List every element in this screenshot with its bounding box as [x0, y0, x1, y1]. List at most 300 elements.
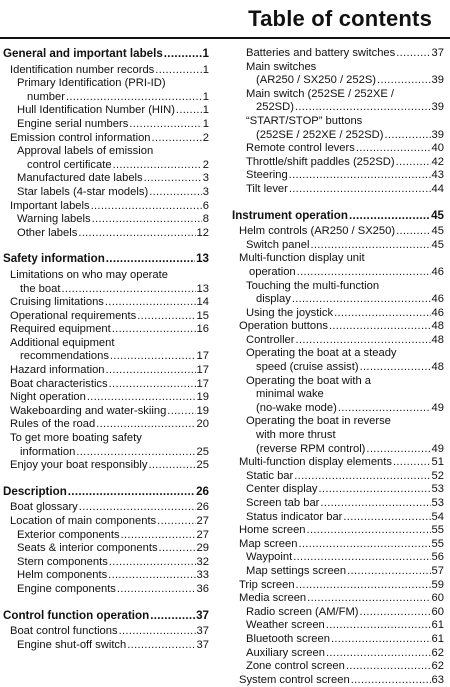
dot-leader [297, 266, 431, 280]
toc-page-number: 61 [431, 632, 444, 645]
toc-entry[interactable] [232, 169, 444, 183]
dot-leader [78, 227, 195, 241]
dot-leader [108, 569, 195, 583]
toc-entry-text: Batteries and battery switches [246, 47, 396, 59]
toc-entry-text: Hazard information [10, 364, 105, 377]
toc-entry[interactable] [3, 296, 209, 310]
toc-entry-text: Main switches [246, 60, 317, 73]
section-gap [3, 473, 209, 485]
toc-page-number: 46 [431, 265, 444, 278]
dot-leader [295, 101, 431, 115]
toc-entry-text: (no-wake mode) [256, 401, 337, 414]
toc-page-number: 33 [196, 569, 209, 582]
toc-entry-text: Seats & interior components [17, 542, 158, 555]
dot-leader [176, 104, 202, 118]
dot-leader [105, 296, 196, 310]
dot-leader [167, 405, 195, 419]
toc-entry[interactable] [232, 347, 444, 374]
toc-entry-text: minimal wake [256, 388, 324, 401]
dot-leader [349, 209, 430, 223]
toc-page-number: 19 [196, 404, 209, 417]
toc-page-number: 39 [431, 74, 444, 87]
toc-entry[interactable] [232, 674, 444, 687]
toc-entry-text: Cruising limitations [10, 296, 104, 309]
dot-leader [385, 129, 431, 143]
toc-entry[interactable] [3, 227, 209, 241]
dot-leader [66, 91, 202, 105]
toc-page-number: 26 [196, 501, 209, 514]
toc-page-number: 3 [202, 172, 209, 185]
toc-page-number: 20 [196, 418, 209, 431]
toc-page-number: 13 [196, 252, 209, 266]
dot-leader [159, 542, 196, 556]
toc-page-number: 2 [202, 131, 209, 144]
dot-leader [298, 538, 430, 552]
toc-page-number: 63 [431, 673, 444, 686]
dot-leader [294, 470, 430, 484]
toc-entry-text: Operating the boat with a [246, 374, 372, 387]
toc-entry-text: with more thrust [256, 429, 336, 442]
toc-page-number: 19 [196, 391, 209, 404]
dot-leader [112, 323, 196, 337]
dot-leader [113, 159, 202, 173]
toc-entry-text: Home screen [239, 524, 306, 537]
toc-entry[interactable] [3, 310, 209, 324]
dot-leader [396, 225, 430, 239]
toc-page-number: 17 [196, 350, 209, 363]
toc-entry[interactable] [3, 391, 209, 405]
toc-entry-text: Wakeboarding and water-skiing [10, 404, 167, 417]
dot-leader [148, 459, 195, 473]
dot-leader [79, 501, 196, 515]
page-title: Table of contents [248, 6, 432, 31]
toc-entry[interactable] [232, 88, 444, 115]
toc-page-number: 62 [431, 646, 444, 659]
dot-leader [360, 606, 431, 620]
dot-leader [326, 619, 431, 633]
toc-page-number: 45 [431, 225, 444, 238]
toc-page-number: 36 [196, 582, 209, 595]
toc-entry-text: Multi-function display elements [239, 456, 392, 469]
toc-entry-text: Map screen [239, 537, 298, 550]
toc-entry[interactable] [3, 145, 209, 172]
toc-entry-text: Identification number records [10, 63, 155, 76]
toc-page-number: 12 [196, 226, 209, 239]
toc-entry[interactable] [3, 639, 209, 653]
toc-page-number: 26 [196, 484, 209, 498]
toc-page-number: 56 [431, 551, 444, 564]
toc-page-number: 49 [431, 401, 444, 414]
toc-page-number: 45 [431, 208, 444, 222]
toc-entry[interactable] [3, 542, 209, 556]
toc-page-number: 45 [431, 238, 444, 251]
dot-leader [326, 647, 431, 661]
toc-page-number: 55 [431, 524, 444, 537]
toc-entry[interactable] [232, 497, 444, 511]
dot-leader [334, 307, 430, 321]
dot-leader [61, 283, 195, 297]
dot-leader [109, 556, 196, 570]
toc-page-number: 51 [431, 456, 444, 469]
dot-leader [292, 293, 431, 307]
toc-page-number: 39 [431, 128, 444, 141]
toc-page-number: 39 [431, 101, 444, 114]
toc-page-number: 46 [431, 293, 444, 306]
toc-entry[interactable] [232, 142, 444, 156]
toc-page-number: 14 [196, 296, 209, 309]
toc-page-number: 37 [431, 47, 444, 59]
dot-leader [307, 592, 430, 606]
toc-page-number: 8 [202, 213, 209, 226]
toc-page-number: 25 [196, 445, 209, 458]
toc-page-number: 42 [431, 155, 444, 168]
toc-entry[interactable] [232, 579, 444, 593]
toc-entry-text: Zone control screen [246, 660, 345, 673]
toc-entry-text: Multi-function display unit [239, 252, 365, 265]
dot-leader [106, 252, 195, 266]
toc-entry-text: (AR250 / SX250 / 252S) [256, 74, 377, 87]
toc-section-heading[interactable] [232, 209, 444, 223]
toc-page-number: 49 [431, 442, 444, 455]
toc-page-number: 1 [202, 104, 209, 117]
toc-entry-text: the boat [20, 282, 61, 295]
toc-page-number: 32 [196, 555, 209, 568]
toc-entry[interactable] [232, 156, 444, 170]
dot-leader [119, 625, 196, 639]
dot-leader [117, 583, 196, 597]
dot-leader [351, 674, 431, 687]
toc-entry-text: Rules of the road [10, 418, 96, 431]
toc-entry[interactable] [3, 569, 209, 583]
toc-entry-text: Weather screen [246, 619, 325, 632]
dot-leader [346, 660, 431, 674]
toc-entry[interactable] [3, 529, 209, 543]
dot-leader [152, 132, 202, 146]
dot-leader [366, 443, 430, 457]
toc-entry[interactable] [3, 459, 209, 473]
toc-entry-text: Description [3, 484, 67, 498]
dot-leader [319, 483, 431, 497]
toc-page-number: 60 [431, 592, 444, 605]
toc-entry-text: Helm controls (AR250 / SX250) [239, 225, 396, 238]
toc-page-number: 53 [431, 483, 444, 496]
dot-leader [377, 74, 431, 88]
toc-entry[interactable] [232, 307, 444, 321]
toc-entry-text: Primary Identification (PRI-ID) [17, 77, 166, 90]
toc-page-number: 52 [431, 469, 444, 482]
toc-entry[interactable] [232, 225, 444, 239]
toc-entry[interactable] [3, 64, 209, 78]
toc-entry-text: Limitations on who may operate [10, 268, 168, 281]
toc-entry[interactable] [3, 625, 209, 639]
toc-entry-text: Media screen [239, 592, 307, 605]
toc-entry-text: Operating the boat at a steady [246, 347, 397, 360]
toc-page-number: 25 [196, 459, 209, 472]
toc-entry-text: Hull Identification Number (HIN) [17, 104, 175, 117]
dot-leader [293, 551, 430, 565]
toc-entry-text: To get more boating safety [10, 432, 142, 445]
dot-leader [144, 172, 202, 186]
toc-page-number: 37 [196, 608, 209, 622]
toc-entry-text: Night operation [10, 391, 86, 404]
toc-entry-text: Safety information [3, 252, 105, 266]
toc-entry[interactable] [3, 172, 209, 186]
toc-entry-text: information [20, 445, 76, 458]
section-gap [3, 240, 209, 252]
toc-entry-text: Engine shut-off switch [17, 638, 127, 651]
dot-leader [310, 239, 430, 253]
toc-page-number: 1 [202, 90, 209, 103]
toc-entry-text: Center display [246, 483, 318, 496]
toc-entry-text: Operating the boat in reverse [246, 415, 391, 428]
toc-entry[interactable] [232, 511, 444, 525]
dot-leader [347, 565, 430, 579]
toc-entry-text: Operational requirements [10, 309, 137, 322]
toc-page-number: 40 [431, 142, 444, 155]
toc-page-number: 44 [431, 182, 444, 195]
toc-entry[interactable] [232, 524, 444, 538]
toc-entry[interactable] [232, 252, 444, 279]
toc-entry-text: Radio screen (AM/FM) [246, 605, 359, 618]
toc-page-number: 60 [431, 605, 444, 618]
toc-entry[interactable] [232, 280, 444, 307]
dot-leader [96, 418, 195, 432]
toc-entry[interactable] [3, 104, 209, 118]
toc-column-left [3, 47, 209, 652]
toc-entry[interactable] [3, 583, 209, 597]
toc-entry[interactable] [3, 515, 209, 529]
toc-entry-text: Control function operation [3, 608, 150, 622]
toc-entry[interactable] [3, 213, 209, 227]
dot-leader [127, 639, 195, 653]
toc-page-number: 27 [196, 515, 209, 527]
toc-page-number: 1 [202, 117, 209, 130]
toc-entry-text: Required equipment [10, 323, 111, 336]
toc-entry[interactable] [232, 538, 444, 552]
toc-entry-text: Trip screen [239, 578, 295, 591]
toc-entry-text: “START/STOP” buttons [246, 114, 363, 127]
toc-entry-text: Waypoint [246, 551, 293, 564]
dot-leader [68, 485, 195, 499]
toc-entry-text: Helm components [17, 569, 108, 582]
dot-leader [149, 186, 202, 200]
dot-leader [137, 310, 195, 324]
toc-entry[interactable] [232, 470, 444, 484]
dot-leader [296, 579, 431, 593]
toc-page-number: 48 [431, 320, 444, 333]
toc-entry[interactable] [232, 483, 444, 497]
toc-entry-text: Engine serial numbers [17, 117, 129, 130]
toc-page-number: 57 [431, 564, 444, 577]
toc-page-number: 43 [431, 169, 444, 182]
toc-page-number: 1 [202, 63, 209, 76]
toc-section-heading[interactable] [3, 47, 209, 61]
toc-section-heading[interactable] [3, 485, 209, 499]
toc-entry-text: Engine components [17, 582, 116, 595]
dot-leader [129, 118, 201, 132]
dot-leader [87, 391, 196, 405]
toc-entry[interactable] [232, 647, 444, 661]
toc-entry-text: Status indicator bar [246, 510, 343, 523]
toc-entry[interactable] [232, 183, 444, 197]
toc-page-number: 17 [196, 364, 209, 377]
toc-entry-text: operation [249, 265, 296, 278]
toc-entry-text: Main switch (252SE / 252XE / [246, 87, 394, 100]
toc-page-number: 62 [431, 660, 444, 673]
toc-entry[interactable] [232, 660, 444, 674]
toc-entry[interactable] [232, 551, 444, 565]
dot-leader [121, 529, 196, 543]
toc-entry-text: Switch panel [246, 238, 310, 251]
toc-entry-text: Bluetooth screen [246, 632, 330, 645]
dot-leader [296, 334, 431, 348]
toc-entry-text: Emission control information [10, 131, 151, 144]
toc-page-number: 54 [431, 510, 444, 523]
toc-entry-text: Additional equipment [10, 336, 115, 349]
toc-entry[interactable] [232, 334, 444, 348]
toc-entry-text: Enjoy your boat responsibly [10, 459, 148, 472]
toc-entry[interactable] [232, 619, 444, 633]
toc-entry[interactable] [232, 592, 444, 606]
dot-leader [289, 183, 431, 197]
toc-entry-text: Approval labels of emission [17, 145, 154, 158]
section-gap [232, 197, 444, 209]
section-gap [3, 597, 209, 609]
toc-entry[interactable] [3, 501, 209, 515]
dot-leader [92, 213, 202, 227]
toc-entry-text: Warning labels [17, 213, 91, 226]
toc-entry[interactable] [3, 323, 209, 337]
toc-section-heading[interactable] [3, 252, 209, 266]
dot-leader [164, 47, 202, 61]
toc-entry-text: Boat glossary [10, 501, 78, 514]
toc-entry[interactable] [3, 186, 209, 200]
toc-entry-text: System control screen [239, 673, 350, 686]
toc-entry[interactable] [3, 269, 209, 296]
toc-page-number: 29 [196, 542, 209, 555]
toc-entry[interactable] [232, 375, 444, 416]
toc-page-number: 2 [202, 158, 209, 171]
toc-entry-text: Stern components [17, 555, 108, 568]
dot-leader [393, 456, 431, 470]
toc-entry[interactable] [3, 432, 209, 459]
toc-entry-text: Remote control levers [246, 142, 355, 155]
toc-entry[interactable] [3, 378, 209, 392]
toc-entry-text: Exterior components [17, 528, 120, 541]
toc-entry-text: Steering [246, 169, 288, 182]
dot-leader [106, 364, 196, 378]
toc-entry[interactable] [3, 405, 209, 419]
dot-leader [320, 497, 430, 511]
toc-entry-text: Operation buttons [239, 320, 328, 333]
toc-entry-text: Throttle/shift paddles (252SD) [246, 155, 395, 168]
toc-page-number: 46 [431, 306, 444, 319]
toc-page-number: 55 [431, 537, 444, 550]
toc-entry-text: recommendations [20, 350, 109, 363]
toc-section-heading[interactable] [3, 609, 209, 623]
toc-entry-text: (252SE / 252XE / 252SD) [256, 128, 384, 141]
toc-entry-text: Using the joystick [246, 306, 334, 319]
dot-leader [360, 361, 431, 375]
dot-leader [155, 64, 201, 78]
toc-entry[interactable] [3, 118, 209, 132]
toc-page-number: 59 [431, 578, 444, 591]
toc-entry[interactable] [232, 47, 444, 61]
title-rule [0, 37, 450, 39]
toc-entry[interactable] [232, 61, 444, 88]
toc-entry[interactable] [232, 239, 444, 253]
toc-entry-text: Screen tab bar [246, 497, 320, 509]
toc-entry[interactable] [3, 556, 209, 570]
toc-entry-text: Boat control functions [10, 625, 118, 638]
toc-entry-text: display [256, 293, 291, 306]
toc-entry-text: Location of main components [10, 515, 157, 527]
dot-leader [396, 156, 431, 170]
toc-entry-text: Tilt lever [246, 182, 288, 195]
toc-page-number: 61 [431, 619, 444, 632]
toc-entry-text: Map settings screen [246, 564, 347, 577]
toc-entry[interactable] [3, 77, 209, 104]
toc-entry-text: number [27, 90, 65, 103]
toc-entry-text: control certificate [27, 158, 112, 171]
dot-leader [396, 47, 430, 61]
toc-page-number: 17 [196, 377, 209, 390]
toc-entry[interactable] [232, 606, 444, 620]
toc-entry[interactable] [3, 364, 209, 378]
toc-entry-text: General and important labels [3, 47, 163, 60]
toc-page-number: 15 [196, 309, 209, 322]
toc-entry[interactable] [232, 456, 444, 470]
toc-entry-text: (reverse RPM control) [256, 442, 366, 455]
toc-entry[interactable] [3, 132, 209, 146]
dot-leader [289, 169, 431, 183]
toc-page-number: 1 [202, 47, 209, 60]
toc-entry-text: 252SD) [256, 101, 294, 114]
toc-page-number: 3 [202, 185, 209, 198]
toc-page-number: 53 [431, 497, 444, 509]
toc-entry[interactable] [232, 320, 444, 334]
toc-entry-text: Manufactured date labels [17, 172, 143, 185]
toc-entry-text: Other labels [17, 226, 78, 239]
toc-column-right [232, 47, 444, 687]
dot-leader [338, 402, 431, 416]
dot-leader [157, 515, 195, 529]
toc-entry-text: Star labels (4-star models) [17, 185, 149, 198]
toc-entry[interactable] [3, 418, 209, 432]
toc-entry-text: Instrument operation [232, 208, 348, 222]
dot-leader [76, 446, 195, 460]
toc-page-number: 48 [431, 333, 444, 346]
dot-leader [343, 511, 430, 525]
toc-entry[interactable] [232, 415, 444, 456]
toc-entry[interactable] [3, 200, 209, 214]
toc-page-number: 6 [202, 199, 209, 212]
toc-entry[interactable] [3, 337, 209, 364]
toc-entry-text: Static bar [246, 469, 294, 482]
toc-entry-text: speed (cruise assist) [256, 361, 359, 374]
dot-leader [110, 350, 196, 364]
toc-entry[interactable] [232, 115, 444, 142]
toc-page-number: 37 [196, 638, 209, 651]
toc-entry-text: Touching the multi-function [246, 279, 380, 292]
toc-entry[interactable] [232, 565, 444, 579]
toc-entry-text: Boat characteristics [10, 377, 108, 390]
toc-entry-text: Controller [246, 333, 295, 346]
toc-page-number: 37 [196, 625, 209, 638]
dot-leader [109, 378, 196, 392]
toc-page-number: 48 [431, 361, 444, 374]
toc-entry-text: Auxiliary screen [246, 646, 325, 659]
